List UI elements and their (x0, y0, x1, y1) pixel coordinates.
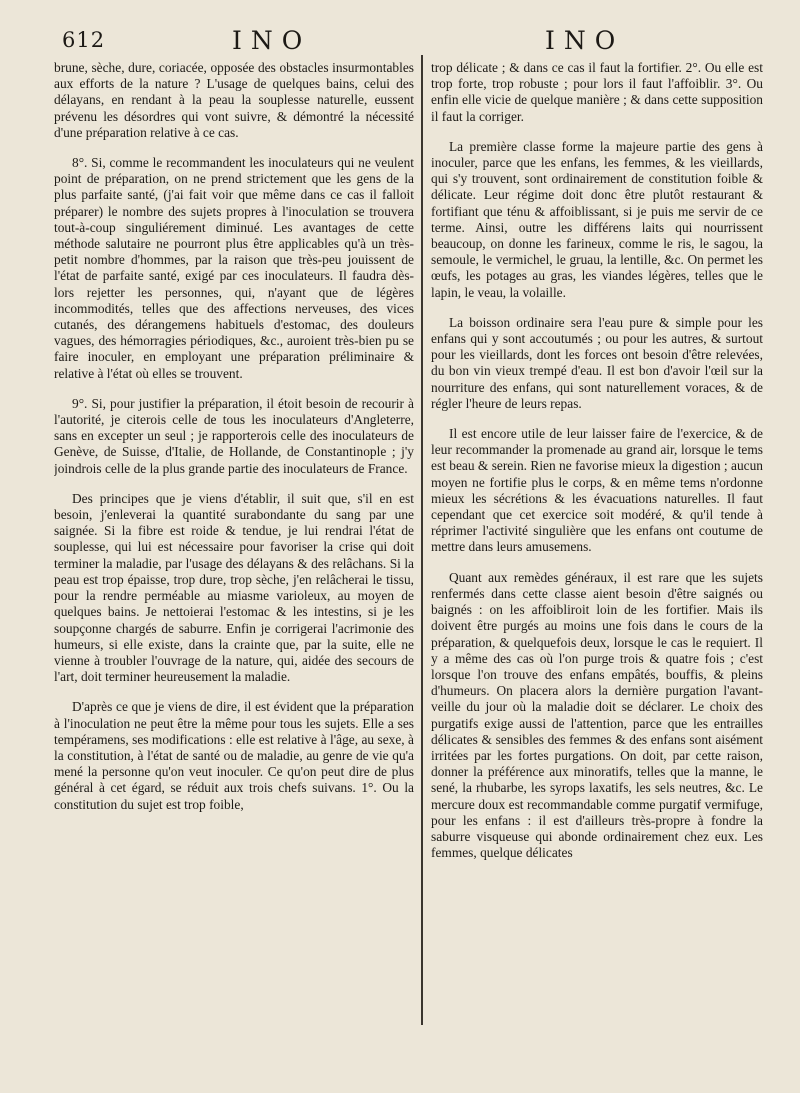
paragraph: La première classe forme la majeure partie des gens à inoculer, parce que les enfans, les femmes, & les vieillards, qui s'y trouvent, sont ordinairement de constitution foible & délicate. Leur régime doit donc être plutôt restaurant & fortifiant que ténu & affoiblissant, si je puis me servir de ce terme. Ainsi, outre les différens laits qui nourrissent beaucoup, on donne les farineux, comme le ris, le sagou, la semoule, le vermichel, le gruau, la lentille, &c. On permet les œufs, les potages au gras, les viandes légères, telles que le lapin, le veau, la volaille. (431, 138, 763, 300)
running-head-right: INO (545, 26, 625, 55)
paragraph: La boisson ordinaire sera l'eau pure & simple pour les enfans qui y sont accoutumés ; ou pour les autres, & surtout pour les vieillards, dont les forces ont besoin d'être relevées, du bon vin vieux trempé d'eau. Il est bon d'avoir l'œil sur la nourriture des enfans, qui sont naturellement voraces, & de régler l'heure de leurs repas. (431, 314, 763, 411)
running-head-left: INO (232, 26, 312, 55)
right-column (431, 60, 763, 1040)
paragraph: D'après ce que je viens de dire, il est évident que la préparation à l'inoculation ne peut être la même pour tous les sujets. Elle a ses tempéramens, ses modifications : elle est relative à l'âge, au sexe, à la constitution, à l'état de santé ou de maladie, au genre de vie qu'a mené la personne qu'on veut inoculer. Ce qu'on peut dire de plus général à cet égard, se réduit aux trois chefs suivans. 1°. Ou la constitution du sujet est trop foible, (54, 699, 414, 812)
left-column (54, 60, 414, 1040)
page-header (0, 26, 800, 56)
paragraph: brune, sèche, dure, coriacée, opposée des obstacles insurmontables aux efforts de la nature ? L'usage de quelques bains, celui des délayans, en rendant à la peau la souplesse naturelle, eussent prévenu les désordres qui vont suivre, & démontré la nécessité d'une préparation relative à ce cas. (54, 60, 414, 140)
paragraph: 9°. Si, pour justifier la préparation, il étoit besoin de recourir à l'autorité, je citerois celle de tous les inoculateurs d'Angleterre, sans en excepter un seul ; je rapporterois celle des inoculateurs de Genève, de Suisse, d'Italie, de Hollande, de Constantinople ; j'y joindrois celle de la plus grande partie des inoculateurs de France. (54, 395, 414, 476)
paragraph: Il est encore utile de leur laisser faire de l'exercice, & de leur recommander la promenade au grand air, lorsque le tems est beau & serein. Rien ne favorise mieux la digestion ; aucun moyen ne fortifie plus le corps, & en même tems n'ordonne mieux les sécrétions & les évacuations naturelles. Il faut cependant que cet exercice soit modéré, & qu'il tende à réprimer l'activité singulière que les enfans ont coutume de mettre dans leurs amusemens. (431, 426, 763, 555)
paragraph: trop délicate ; & dans ce cas il faut la fortifier. 2°. Ou elle est trop forte, trop robuste ; pour lors il faut l'affoiblir. 3°. Ou enfin elle vicie de quelque manière ; & dans cette supposition il faut la corriger. (431, 60, 763, 124)
paragraph: Des principes que je viens d'établir, il suit que, s'il en est besoin, j'enleverai la quantité surabondante du sang par une saignée. Si la fibre est roide & tendue, je lui rendrai l'état de souplesse, qui lui est nécessaire pour favoriser la crise qui doit terminer la maladie, par l'usage des délayans & des relâchans. Si la peau est trop épaisse, trop dure, trop sèche, j'en relâcherai le tissu, pour la rendre perméable au miasme varioleux, au moyen de quelques bains. Je nettoierai l'estomac & les intestins, si je les soupçonne chargés de saburre. Enfin je corrigerai l'acrimonie des humeurs, si elle existe, dans la crainte que, par la suite, elle ne vienne à troubler l'ouvrage de la nature, qui, aidée des secours de l'art, doit terminer heureusement la maladie. (54, 490, 414, 685)
paragraph: Quant aux remèdes généraux, il est rare que les sujets renfermés dans cette classe aient besoin d'être saignés ou baignés : on les affoibliroit loin de les fortifier. Mais ils doivent être purgés au moins une fois dans le cours de la préparation, & quelquefois deux, lorsque le cas le requiert. Il y a même des cas où l'on purge trois & quatre fois ; c'est lorsque l'on trouve des enfans empâtés, bouffis, & pleins d'humeurs. On placera alors la dernière purgation l'avant-veille du jour où la maladie doit se déclarer. Le choix des purgatifs exige aussi de l'attention, parce que les entrailles délicates & sensibles des femmes & des enfans sont aisément irritées par les fortes purgations. On doit, par cette raison, donner la préférence aux minoratifs, telles que la manne, le sené, la rhubarbe, les syrops laxatifs, les sels neutres, &c. Le mercure doux est recommandable comme purgatif vermifuge, pour les enfans : il est d'ailleurs très-propre à fondre la saburre visqueuse qui abonde ordinairement chez eux. Les femmes, quelque délicates (431, 569, 763, 861)
column-divider (421, 55, 423, 1025)
paragraph: 8°. Si, comme le recommandent les inoculateurs qui ne veulent point de préparation, on ne prend strictement que les gens de la plus parfaite santé, (j'ai fait voir que même dans ce cas il falloit préparer) le nombre des sujets propres à l'inoculation se trouvera tout-à-coup singuliérement diminué. Les avantages de cette méthode salutaire ne pourront plus être applicables qu'à un très-petit nombre d'hommes, par la raison que très-peu jouissent de l'état de parfaite santé, exigé par ces inoculateurs. Il faudra dès-lors rejetter les personnes, qui, n'ayant que de légères incommodités, telles que des affections nerveuses, des vices cutanés, des dérangemens habituels d'estomac, des douleurs vagues, des hémorragies périodiques, &c., auroient très-bien pu se faire inoculer, en employant une préparation préliminaire & relative à l'état où elles se trouvent. (54, 155, 414, 381)
page-number: 612 (62, 28, 106, 52)
